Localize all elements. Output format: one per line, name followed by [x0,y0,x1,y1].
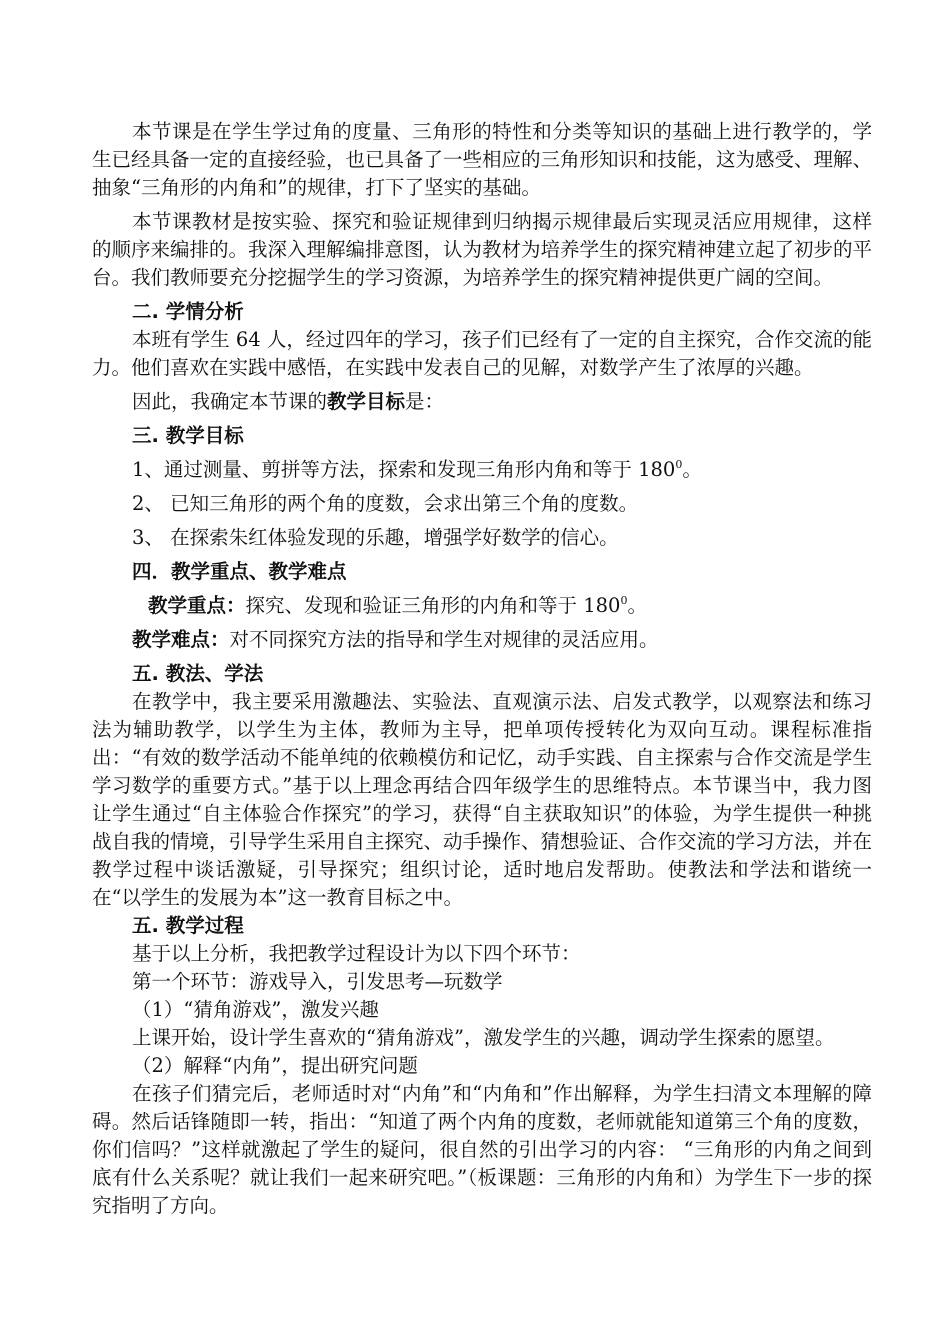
difficult-point [132,626,872,654]
goal-1-degree: 0 [675,458,683,471]
heading-process: 五. 教学过程 [132,914,244,937]
paragraph-class-info: 本班有学生 64 人，经过四年的学习，孩子们已经有了一定的自主探究，合作交流的能力。他们喜欢在实践中感悟，在实践中发表自己的见解，对数学产生了浓厚的兴趣。 [92,328,872,379]
goal-1-end: 。 [682,458,702,481]
paragraph-process-intro: 基于以上分析，我把教学过程设计为以下四个环节： [132,942,581,965]
key-point [148,592,872,620]
paragraph-step-2: （2）解释“内角”，提出研究问题 [132,1054,418,1077]
key-point-degree: 0 [620,594,628,607]
paragraph-stage-1: 第一个环节：游戏导入，引发思考—玩数学 [132,970,503,993]
paragraph-background: 本节课是在学生学过角的度量、三角形的特性和分类等知识的基础上进行教学的，学生已经具备一定的直接经验，也已具备了一些相应的三角形知识和技能，这为感受、理解、抽象“三角形的内角和”的规律，打下了坚实的基础。 [92,120,873,199]
goal-intro-text: 因此，我确定本节课的 [132,390,328,413]
key-point-end: 。 [627,594,647,617]
goal-intro-end: 是： [405,390,445,413]
heading-methods: 五. 教法、学法 [132,662,264,685]
paragraph-explanation: 在孩子们猜完后，老师适时对“内角”和“内角和”作出解释，为学生扫清文本理解的障碍。然后话锋随即一转，指出：“知道了两个内角的度数，老师就能知道第三个角的度数，你们信吗？”这样就激起了学生的疑问，很自然的引出学习的内容： “三角形的内角之间到底有什么关系呢？就让我们一起来研究吧。”（板课题：三角形的内角和）为学生下一步的探究指明了方向。 [92,1082,872,1217]
paragraph-step-1: （1）“猜角游戏”，激发兴趣 [132,998,379,1021]
paragraph-goal-intro [92,388,872,416]
paragraph-textbook: 本节课教材是按实验、探究和验证规律到归纳揭示规律最后实现灵活应用规律，这样的顺序来编排的。我深入理解编排意图，认为教材为培养学生的探究精神建立起了初步的平台。我们教师要充分挖掘学生的学习资源，为培养学生的探究精神提供更广阔的空间。 [92,210,873,289]
difficult-point-text: 对不同探究方法的指导和学生对规律的灵活应用。 [229,628,659,651]
paragraph-game: 上课开始，设计学生喜欢的“猜角游戏”，激发学生的兴趣，调动学生探索的愿望。 [132,1026,835,1049]
goal-item-2: 2、 已知三角形的两个角的度数，会求出第三个角的度数。 [132,492,639,515]
goal-item-3: 3、 在探索朱红体验发现的乐趣，增强学好数学的信心。 [132,526,619,549]
heading-student-analysis: 二. 学情分析 [132,300,244,323]
paragraph-methods: 在教学中，我主要采用激趣法、实验法、直观演示法、启发式教学，以观察法和练习法为辅助教学，以学生为主体，教师为主导，把单项传授转化为双向互动。课程标准指出：“有效的数学活动不能单纯的依赖模仿和记忆，动手实践、自主探索与合作交流是学生学习数学的重要方式。”基于以上理念再结合四年级学生的思维特点。本节课当中，我力图让学生通过“自主体验合作探究”的学习，获得“自主获取知识”的体验，为学生提供一种挑战自我的情境，引导学生采用自主探究、动手操作、猜想验证、合作交流的学习方法，并在教学过程中谈话激疑，引导探究；组织讨论，适时地启发帮助。使教法和学法和谐统一在“以学生的发展为本”这一教育目标之中。 [92,690,873,909]
goal-1-text: 1、通过测量、剪拼等方法，探索和发现三角形内角和等于 180 [132,458,676,481]
goal-intro-bold: 教学目标 [327,390,406,413]
key-point-text: 探究、发现和验证三角形的内角和等于 180 [245,594,621,617]
heading-key-points: 四．教学重点、教学难点 [132,560,347,583]
heading-teaching-goals: 三. 教学目标 [132,424,244,447]
document-page [92,118,872,1220]
difficult-point-label: 教学难点： [132,628,230,651]
key-point-label: 教学重点： [148,594,246,617]
goal-item-1 [132,456,872,484]
